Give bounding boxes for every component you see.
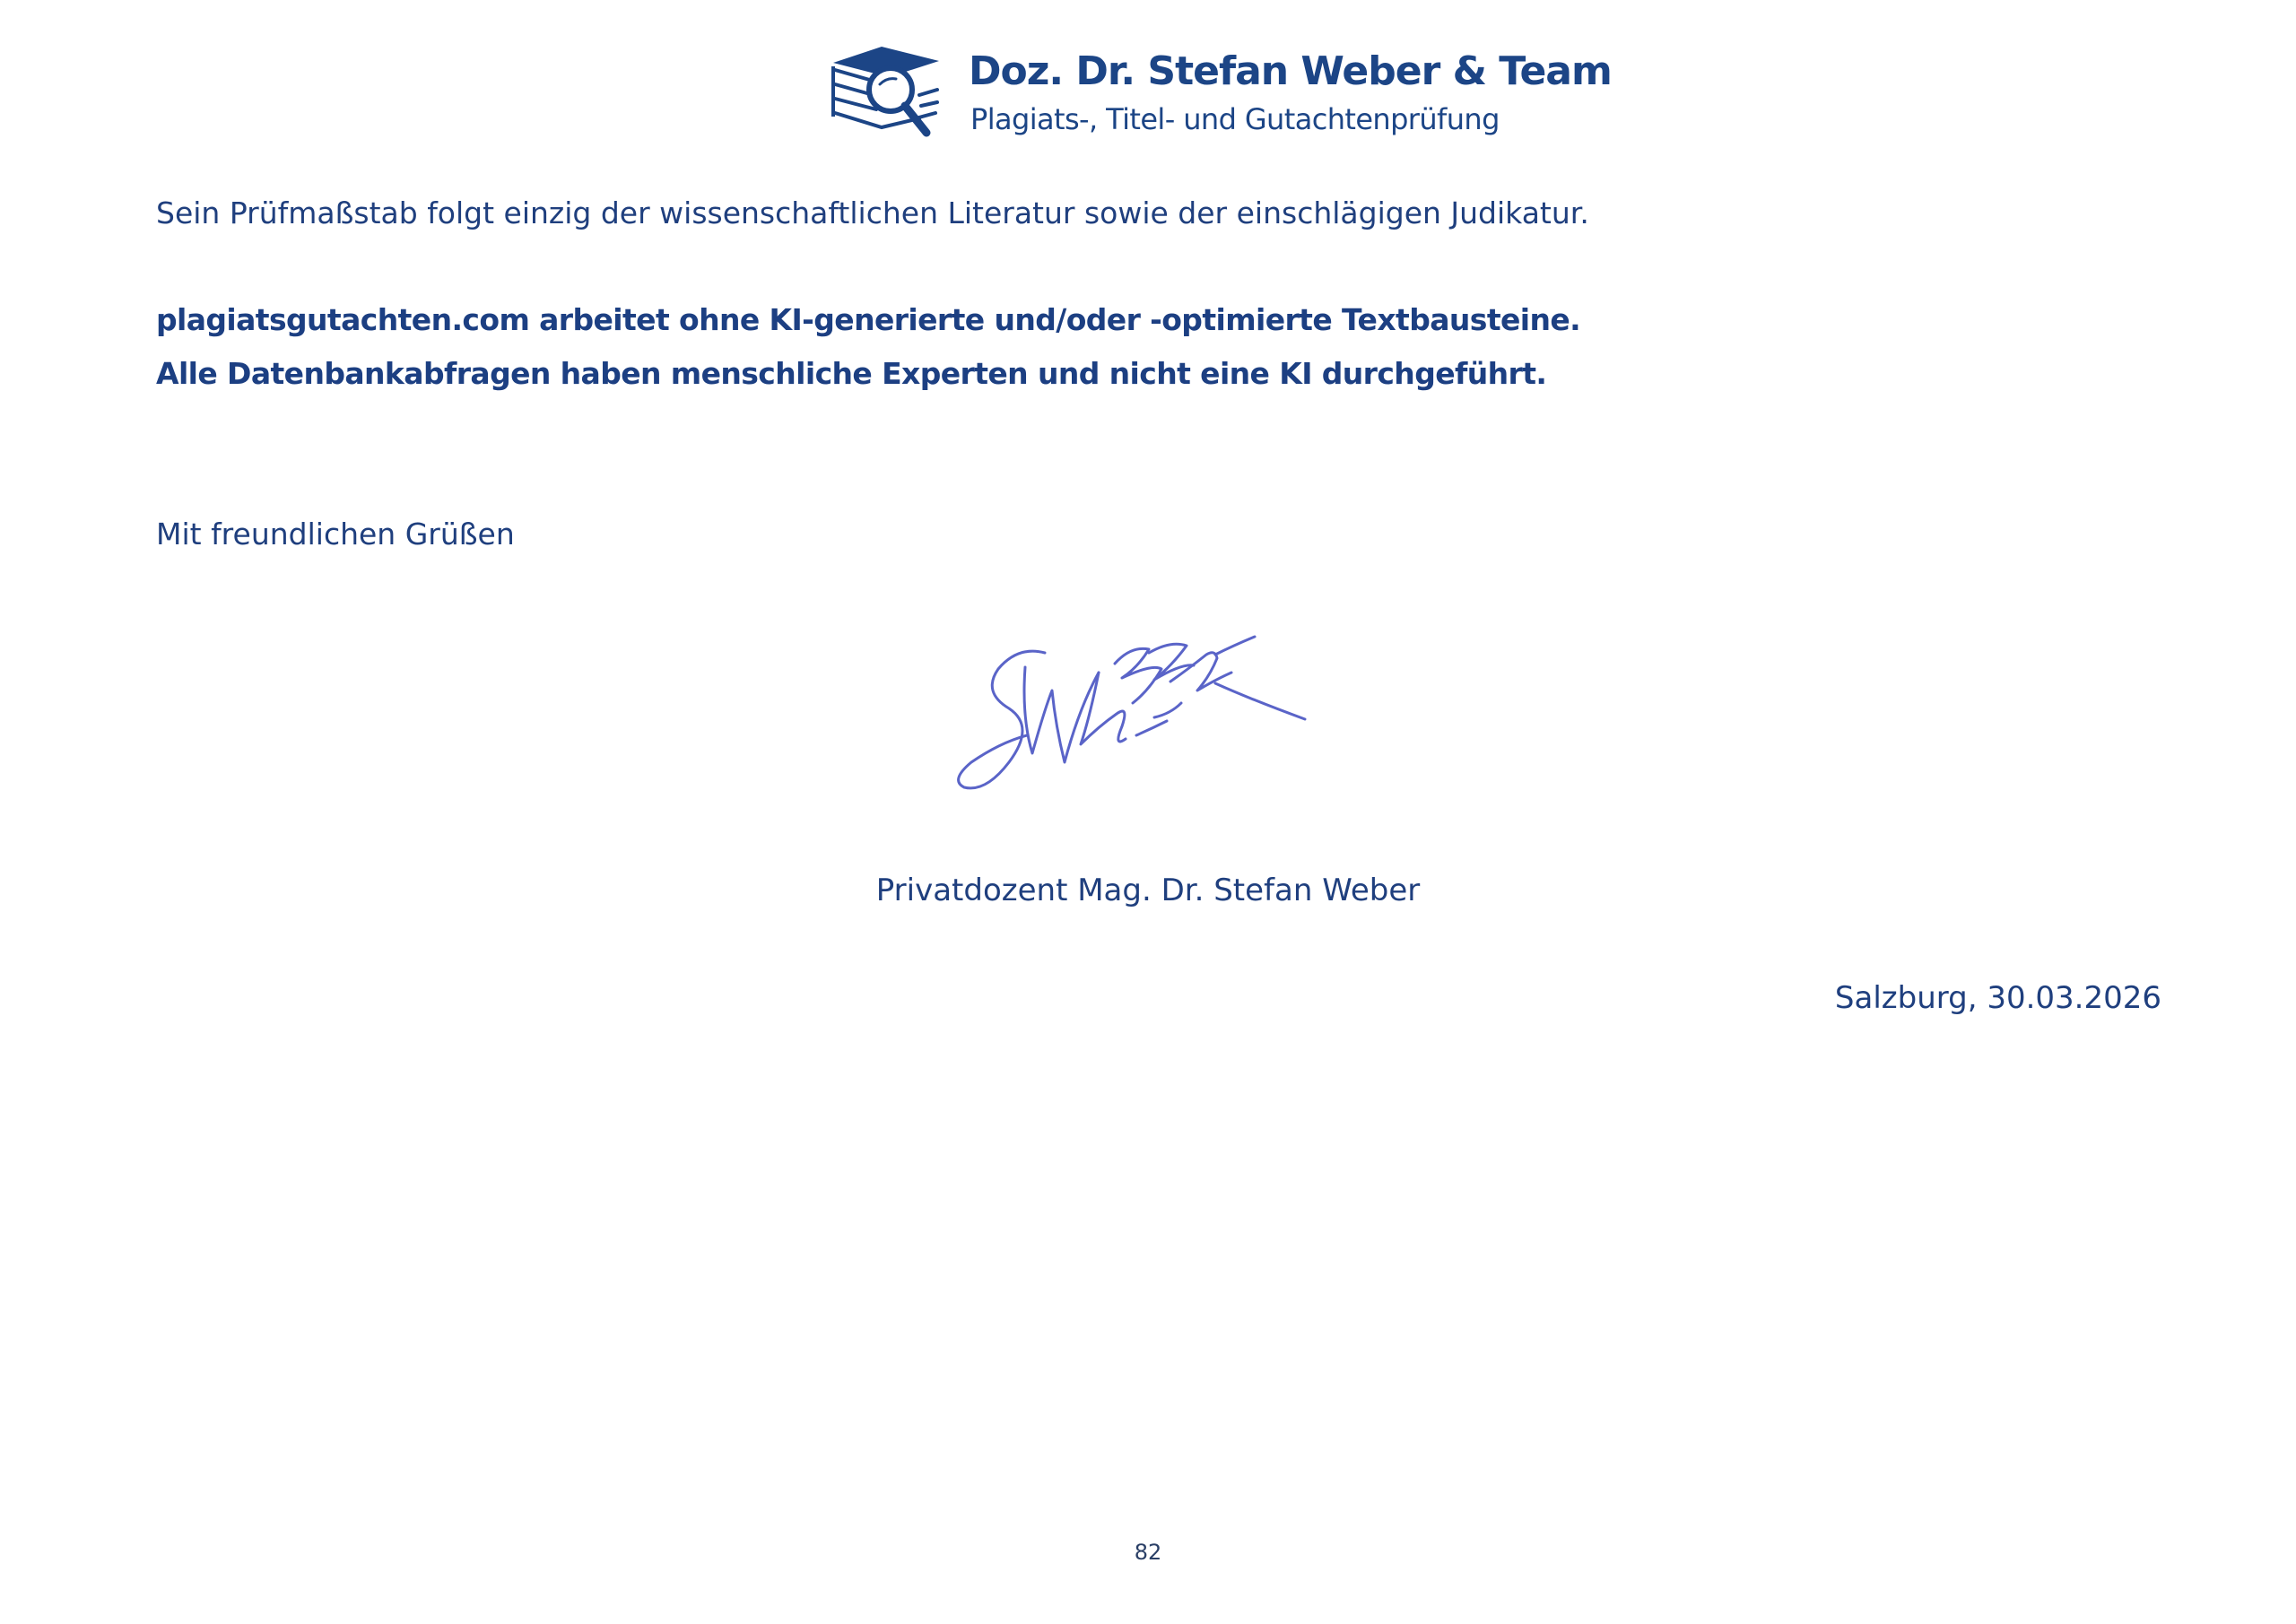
paragraph-no-ai-text: plagiatsgutachten.com arbeitet ohne KI-generierte und/oder -optimierte Textbausteine. — [156, 302, 1581, 337]
signer-name: Privatdozent Mag. Dr. Stefan Weber — [875, 873, 1421, 908]
closing-greeting: Mit freundlichen Grüßen — [156, 517, 515, 551]
book-stack-magnifier-icon — [830, 43, 943, 143]
page-number: 82 — [1134, 1540, 1162, 1565]
place-and-date: Salzburg, 30.03.2026 — [1834, 980, 2161, 1016]
brand-tagline: Plagiats-, Titel- und Gutachtenprüfung — [970, 102, 1500, 136]
letterhead — [830, 43, 1612, 151]
brand-name: Doz. Dr. Stefan Weber & Team — [969, 48, 1612, 94]
handwritten-signature — [946, 628, 1323, 807]
paragraph-assessment-standard: Sein Prüfmaßstab folgt einzig der wissenschaftlichen Literatur sowie der einschlägigen Judikatur. — [156, 195, 1589, 230]
paragraph-human-experts: Alle Datenbankabfragen haben menschliche Experten und nicht eine KI durchgeführt. — [156, 356, 1547, 391]
